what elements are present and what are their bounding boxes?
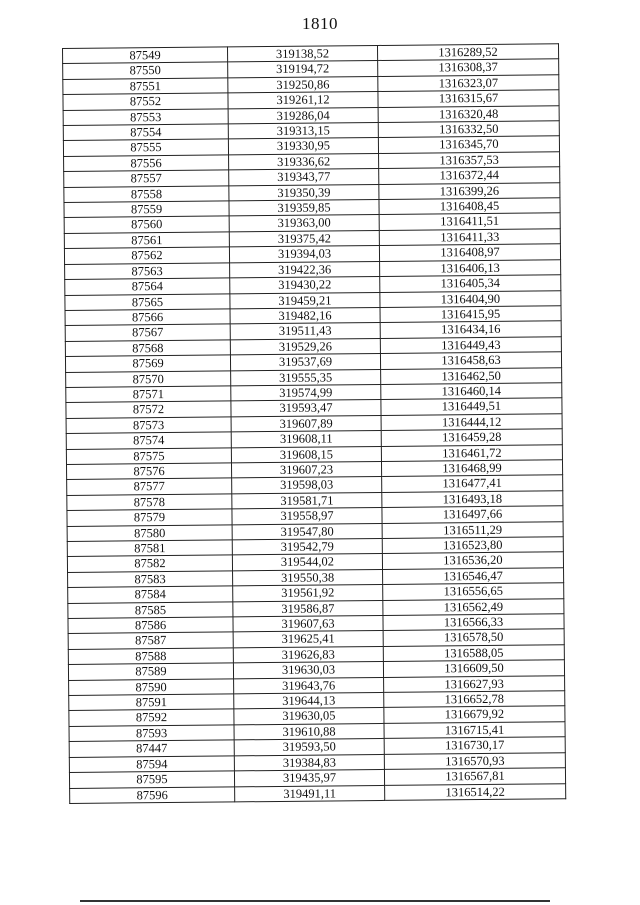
y-coordinate-cell: 1316408,45	[379, 198, 560, 215]
point-number-cell: 87596	[70, 786, 235, 803]
point-number-cell: 87583	[68, 571, 233, 588]
y-coordinate-cell: 1316345,70	[378, 136, 559, 153]
y-coordinate-cell: 1316404,90	[380, 290, 561, 307]
x-coordinate-cell: 319336,62	[229, 153, 379, 170]
point-number-cell: 87559	[64, 201, 229, 218]
y-coordinate-cell: 1316570,93	[384, 752, 565, 769]
y-coordinate-cell: 1316546,47	[383, 568, 564, 585]
y-coordinate-cell: 1316406,13	[380, 259, 561, 276]
point-number-cell: 87554	[63, 124, 228, 141]
y-coordinate-cell: 1316497,66	[382, 506, 563, 523]
point-number-cell: 87587	[68, 632, 233, 649]
y-coordinate-cell: 1316315,67	[378, 90, 559, 107]
x-coordinate-cell: 319430,22	[230, 277, 380, 294]
y-coordinate-cell: 1316567,81	[384, 768, 565, 785]
y-coordinate-cell: 1316444,12	[381, 413, 562, 430]
point-number-cell: 87560	[64, 216, 229, 233]
point-number-cell: 87591	[69, 694, 234, 711]
point-number-cell: 87566	[65, 309, 230, 326]
y-coordinate-cell: 1316289,52	[377, 44, 558, 61]
point-number-cell: 87561	[64, 232, 229, 249]
x-coordinate-cell: 319593,50	[234, 739, 384, 756]
point-number-cell: 87579	[67, 509, 232, 526]
y-coordinate-cell: 1316458,63	[380, 352, 561, 369]
point-number-cell: 87567	[65, 324, 230, 341]
coordinates-table	[62, 43, 566, 804]
point-number-cell: 87580	[67, 524, 232, 541]
coordinates-table-body	[63, 44, 566, 804]
x-coordinate-cell: 319529,26	[230, 338, 380, 355]
y-coordinate-cell: 1316462,50	[381, 367, 562, 384]
x-coordinate-cell: 319547,80	[232, 523, 382, 540]
y-coordinate-cell: 1316536,20	[382, 552, 563, 569]
point-number-cell: 87572	[66, 401, 231, 418]
x-coordinate-cell: 319482,16	[230, 307, 380, 324]
y-coordinate-cell: 1316449,51	[381, 398, 562, 415]
x-coordinate-cell: 319286,04	[228, 107, 378, 124]
point-number-cell: 87574	[66, 432, 231, 449]
bottom-rule	[80, 900, 550, 902]
x-coordinate-cell: 319607,63	[233, 615, 383, 632]
point-number-cell: 87556	[64, 155, 229, 172]
point-number-cell: 87569	[65, 355, 230, 372]
x-coordinate-cell: 319550,38	[233, 569, 383, 586]
x-coordinate-cell: 319422,36	[230, 261, 380, 278]
y-coordinate-cell: 1316715,41	[384, 722, 565, 739]
point-number-cell: 87552	[63, 93, 228, 110]
y-coordinate-cell: 1316730,17	[384, 737, 565, 754]
point-number-cell: 87584	[68, 586, 233, 603]
x-coordinate-cell: 319511,43	[230, 323, 380, 340]
point-number-cell: 87550	[63, 62, 228, 79]
x-coordinate-cell: 319194,72	[228, 61, 378, 78]
point-number-cell: 87586	[68, 617, 233, 634]
x-coordinate-cell: 319343,77	[229, 169, 379, 186]
x-coordinate-cell: 319350,39	[229, 184, 379, 201]
page-number: 1810	[302, 14, 338, 33]
point-number-cell: 87590	[69, 679, 234, 696]
point-number-cell: 87594	[69, 756, 234, 773]
x-coordinate-cell: 319644,13	[234, 693, 384, 710]
point-number-cell: 87447	[69, 740, 234, 757]
y-coordinate-cell: 1316468,99	[381, 460, 562, 477]
point-number-cell: 87571	[66, 386, 231, 403]
point-number-cell: 87593	[69, 725, 234, 742]
x-coordinate-cell: 319630,03	[233, 662, 383, 679]
x-coordinate-cell: 319435,97	[234, 770, 384, 787]
y-coordinate-cell: 1316461,72	[381, 444, 562, 461]
y-coordinate-cell: 1316408,97	[379, 244, 560, 261]
x-coordinate-cell: 319375,42	[229, 230, 379, 247]
x-coordinate-cell: 319593,47	[231, 400, 381, 417]
point-number-cell: 87555	[63, 139, 228, 156]
y-coordinate-cell: 1316511,29	[382, 521, 563, 538]
y-coordinate-cell: 1316405,34	[380, 275, 561, 292]
x-coordinate-cell: 319574,99	[231, 384, 381, 401]
y-coordinate-cell: 1316415,95	[380, 306, 561, 323]
x-coordinate-cell: 319394,03	[229, 246, 379, 263]
x-coordinate-cell: 319610,88	[234, 723, 384, 740]
x-coordinate-cell: 319459,21	[230, 292, 380, 309]
x-coordinate-cell: 319363,00	[229, 215, 379, 232]
point-number-cell: 87577	[67, 478, 232, 495]
point-number-cell: 87549	[63, 47, 228, 64]
y-coordinate-cell: 1316493,18	[382, 490, 563, 507]
point-number-cell: 87558	[64, 186, 229, 203]
x-coordinate-cell: 319607,23	[231, 461, 381, 478]
y-coordinate-cell: 1316514,22	[385, 783, 566, 800]
y-coordinate-cell: 1316460,14	[381, 383, 562, 400]
y-coordinate-cell: 1316562,49	[383, 598, 564, 615]
y-coordinate-cell: 1316523,80	[382, 537, 563, 554]
point-number-cell: 87573	[66, 417, 231, 434]
x-coordinate-cell: 319558,97	[232, 508, 382, 525]
x-coordinate-cell: 319330,95	[228, 138, 378, 155]
y-coordinate-cell: 1316652,78	[384, 691, 565, 708]
point-number-cell: 87585	[68, 602, 233, 619]
x-coordinate-cell: 319537,69	[230, 354, 380, 371]
x-coordinate-cell: 319630,05	[234, 708, 384, 725]
y-coordinate-cell: 1316332,50	[378, 121, 559, 138]
x-coordinate-cell: 319544,02	[232, 554, 382, 571]
x-coordinate-cell: 319561,92	[233, 585, 383, 602]
y-coordinate-cell: 1316588,05	[383, 645, 564, 662]
x-coordinate-cell: 319555,35	[231, 369, 381, 386]
x-coordinate-cell: 319384,83	[234, 754, 384, 771]
point-number-cell: 87576	[66, 463, 231, 480]
x-coordinate-cell: 319138,52	[227, 45, 377, 62]
y-coordinate-cell: 1316578,50	[383, 629, 564, 646]
x-coordinate-cell: 319607,89	[231, 415, 381, 432]
point-number-cell: 87578	[67, 494, 232, 511]
y-coordinate-cell: 1316609,50	[383, 660, 564, 677]
point-number-cell: 87592	[69, 709, 234, 726]
point-number-cell: 87595	[69, 771, 234, 788]
y-coordinate-cell: 1316434,16	[380, 321, 561, 338]
y-coordinate-cell: 1316323,07	[378, 75, 559, 92]
point-number-cell: 87553	[63, 109, 228, 126]
y-coordinate-cell: 1316399,26	[379, 182, 560, 199]
y-coordinate-cell: 1316449,43	[380, 336, 561, 353]
x-coordinate-cell: 319313,15	[228, 122, 378, 139]
x-coordinate-cell: 319586,87	[233, 600, 383, 617]
x-coordinate-cell: 319542,79	[232, 538, 382, 555]
point-number-cell: 87563	[65, 263, 230, 280]
y-coordinate-cell: 1316411,33	[379, 229, 560, 246]
y-coordinate-cell: 1316320,48	[378, 105, 559, 122]
point-number-cell: 87562	[64, 247, 229, 264]
x-coordinate-cell: 319261,12	[228, 92, 378, 109]
point-number-cell: 87557	[64, 170, 229, 187]
point-number-cell: 87582	[67, 555, 232, 572]
x-coordinate-cell: 319625,41	[233, 631, 383, 648]
x-coordinate-cell: 319608,15	[231, 446, 381, 463]
point-number-cell: 87564	[65, 278, 230, 295]
y-coordinate-cell: 1316566,33	[383, 614, 564, 631]
point-number-cell: 87570	[66, 370, 231, 387]
x-coordinate-cell: 319608,11	[231, 431, 381, 448]
point-number-cell: 87551	[63, 78, 228, 95]
x-coordinate-cell: 319250,86	[228, 76, 378, 93]
x-coordinate-cell: 319598,03	[232, 477, 382, 494]
point-number-cell: 87589	[68, 663, 233, 680]
y-coordinate-cell: 1316372,44	[379, 167, 560, 184]
y-coordinate-cell: 1316357,53	[379, 152, 560, 169]
y-coordinate-cell: 1316556,65	[383, 583, 564, 600]
point-number-cell: 87575	[66, 447, 231, 464]
x-coordinate-cell: 319359,85	[229, 200, 379, 217]
y-coordinate-cell: 1316411,51	[379, 213, 560, 230]
y-coordinate-cell: 1316477,41	[382, 475, 563, 492]
y-coordinate-cell: 1316459,28	[381, 429, 562, 446]
x-coordinate-cell: 319643,76	[234, 677, 384, 694]
point-number-cell: 87568	[65, 340, 230, 357]
y-coordinate-cell: 1316679,92	[384, 706, 565, 723]
point-number-cell: 87588	[68, 648, 233, 665]
x-coordinate-cell: 319581,71	[232, 492, 382, 509]
y-coordinate-cell: 1316308,37	[378, 59, 559, 76]
x-coordinate-cell: 319626,83	[233, 646, 383, 663]
y-coordinate-cell: 1316627,93	[384, 675, 565, 692]
x-coordinate-cell: 319491,11	[235, 785, 385, 802]
point-number-cell: 87581	[67, 540, 232, 557]
point-number-cell: 87565	[65, 293, 230, 310]
